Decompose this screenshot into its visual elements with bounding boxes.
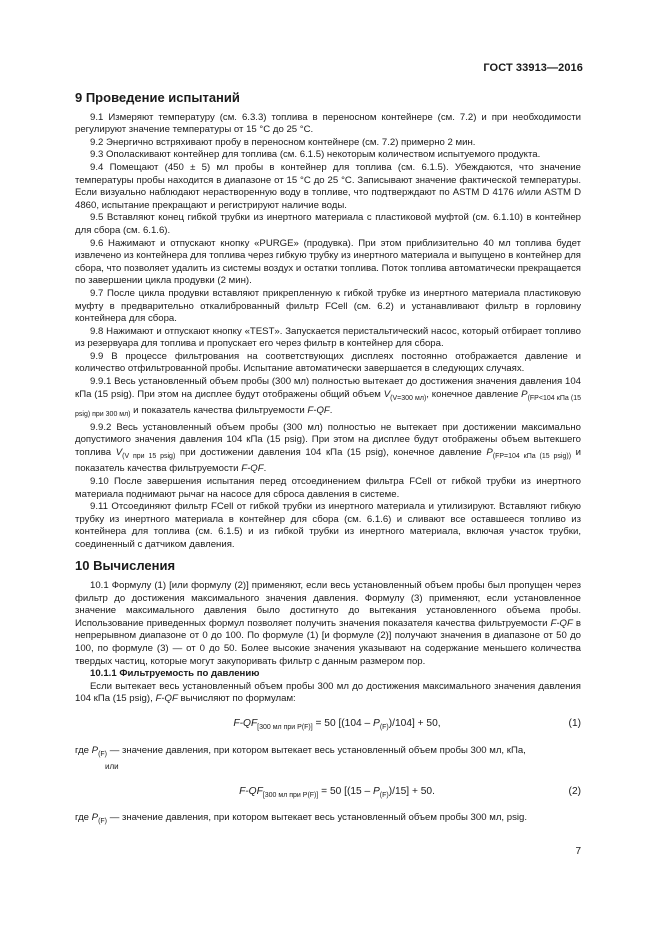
para-9-10: 9.10 После завершения испытания перед отсоединением фильтра FCell от гибкой трубки из инертного материала поднимают рычаг на насосе для сброса давления в системе. (75, 475, 581, 500)
para-9-5: 9.5 Вставляют конец гибкой трубки из инертного материала с пластиковой муфтой (см. 6.1.10) в контейнер для сбора (см. 6.1.6). (75, 212, 581, 236)
para-9-3: 9.3 Ополаскивают контейнер для топлива (см. 6.1.5) некоторым количеством испытуемого продукта. (90, 149, 541, 161)
para-10-1: 10.1 Формулу (1) [или формулу (2)] применяют, если весь установленный объем пробы был пропущен через фильтр до достижения максимального значения давления. Формулу (3) применяют, если установленное значение максимального давления было достигнуто до вытекания установленного объема пробы. Использование приведенных формул позволяет получить значения показателя качества фильтруемости F-QF в непрерывном диапазоне от 0 до 100. По формуле (1) [и формуле (2)] получают значения в диапазоне от 50 до 100, по формуле (3) — от 0 до 50. Более высокие значения указывают на содержание меньшего количества твердых частиц, которые могут закупоривать фильтр с данным размером пор. (75, 580, 581, 667)
para-9-7: 9.7 После цикла продувки вставляют прикрепленную к гибкой трубке из инертного материала пластиковую муфту в предварительно откалиброванный фильтр FCell (см. 6.2) и устанавливают фильтр в горловину контейнера для сбора. (75, 287, 581, 325)
section-9-title: 9 Проведение испытаний (75, 90, 240, 105)
document-header: ГОСТ 33913—2016 (483, 62, 583, 74)
para-9-6: 9.6 Нажимают и отпускают кнопку «PURGE» (продувка). При этом приблизительно 40 мл топлива будет извлечено из контейнера для топлива через гибкую трубку из инертного материала и выпущено в контейнер для сбора, что позволяет удалить из системы воздух и остатки топлива. Поток топлива автоматически прекращается по завершении цикла продувки (2 мин). (75, 237, 581, 287)
formula-2-legend: где $P_{(F)}$ — значение давления, при котором вытекает весь установленный объем пробы 300 мл, psig. (75, 812, 528, 826)
formula-1-legend: где $P_{(F)}$ — значение давления, при котором вытекает весь установленный объем пробы 300 мл, кПа, (75, 744, 526, 758)
conjunction-or: или (105, 762, 119, 772)
page-number: 7 (575, 846, 581, 857)
para-9-1: 9.1 Измеряют температуру (см. 6.3.3) топлива в переносном контейнере (см. 7.2) и при необходимости регулируют значение температуры от 15 °С до 25 °С. (75, 111, 581, 136)
formula-2 (75, 786, 581, 803)
formula-2-number: (2) (568, 785, 581, 797)
section-10-title: 10 Вычисления (75, 557, 176, 573)
para-9-8: 9.8 Нажимают и отпускают кнопку «TEST». Запускается перистальтический насос, который отбирает топливо из резервуара для топлива и пропускает его через фильтр в контейнер для сбора. (75, 325, 581, 350)
para-9-9-2: 9.9.2 Весь установленный объем пробы (300 мл) полностью не вытекает при достижении максимально допустимого значения давления 104 кПа (15 psig). При этом на дисплее будут отображены объем вытекшего топлива $V_{(V при 15 psig)}$ при достижении давления 104 кПа (15 psig), конечное давление $P_{(FP=104 кПа (15 psig))}$ и показатель качества фильтруемости F-QF. (75, 421, 581, 475)
formula-1-number: (1) (568, 718, 581, 730)
para-9-9-1: 9.9.1 Весь установленный объем пробы (300 мл) полностью вытекает до достижения значения давления 104 кПа (15 psig). При этом на дисплее будут отображены общий объем $V_{(V=300 мл)}$, конечное давление $P_{(FP<104 кПа (15 psig) при 300 мл)}$ и показатель качества фильтруемости F-QF. (75, 376, 581, 419)
formula-1 (75, 718, 581, 735)
subsection-10-1-1-title: 10.1.1 Фильтруемость по давлению (90, 668, 260, 680)
para-9-9: 9.9 В процессе фильтрования на соответствующих дисплеях постоянно отображается давление и количество отфильтрованной пробы. Испытание автоматически завершается в следующих случаях. (75, 350, 581, 375)
para-9-2: 9.2 Энергично встряхивают пробу в переносном контейнере (см. 7.2) примерно 2 мин. (90, 136, 476, 148)
para-10-1-1: Если вытекает весь установленный объем пробы 300 мл до достижения максимального значения давления 104 кПа (15 psig), F-QF вычисляют по формулам: (75, 680, 581, 705)
page-content (75, 92, 581, 829)
formula-2-expression: $F-QF_{[300 мл при P(F)]} = 50$ $[(15 - P_{(F)})/15] + 50$. (239, 785, 435, 799)
para-9-11: 9.11 Отсоединяют фильтр FCell от гибкой трубки из инертного материала и утилизируют. Вставляют гибкую трубку из инертного материала в контейнер для сбора (см. 6.1.6) и сливают все оставшееся топливо из контейнера для топлива (см. 6.1.5) и из гибкой трубки из инертного материала, включая участок трубки, соединенный с датчиком давления. (75, 501, 581, 550)
para-9-4: 9.4 Помещают (450 ± 5) мл пробы в контейнер для топлива (см. 6.1.5). Убеждаются, что значение температуры пробы находится в диапазоне от 15 °С до 25 °С. Записывают значение фактической температуры. Если визуально наблюдают нерастворенную воду в топливе, что подтверждают по ASTM D 4176 и/или ASTM D 4860, испытание прекращают и регистрируют наличие воды. (75, 161, 581, 211)
formula-1-expression: $F-QF_{[300 мл при P(F)]} = 50$ $[(104 - P_{(F)})/104] + 50$, (233, 718, 441, 732)
